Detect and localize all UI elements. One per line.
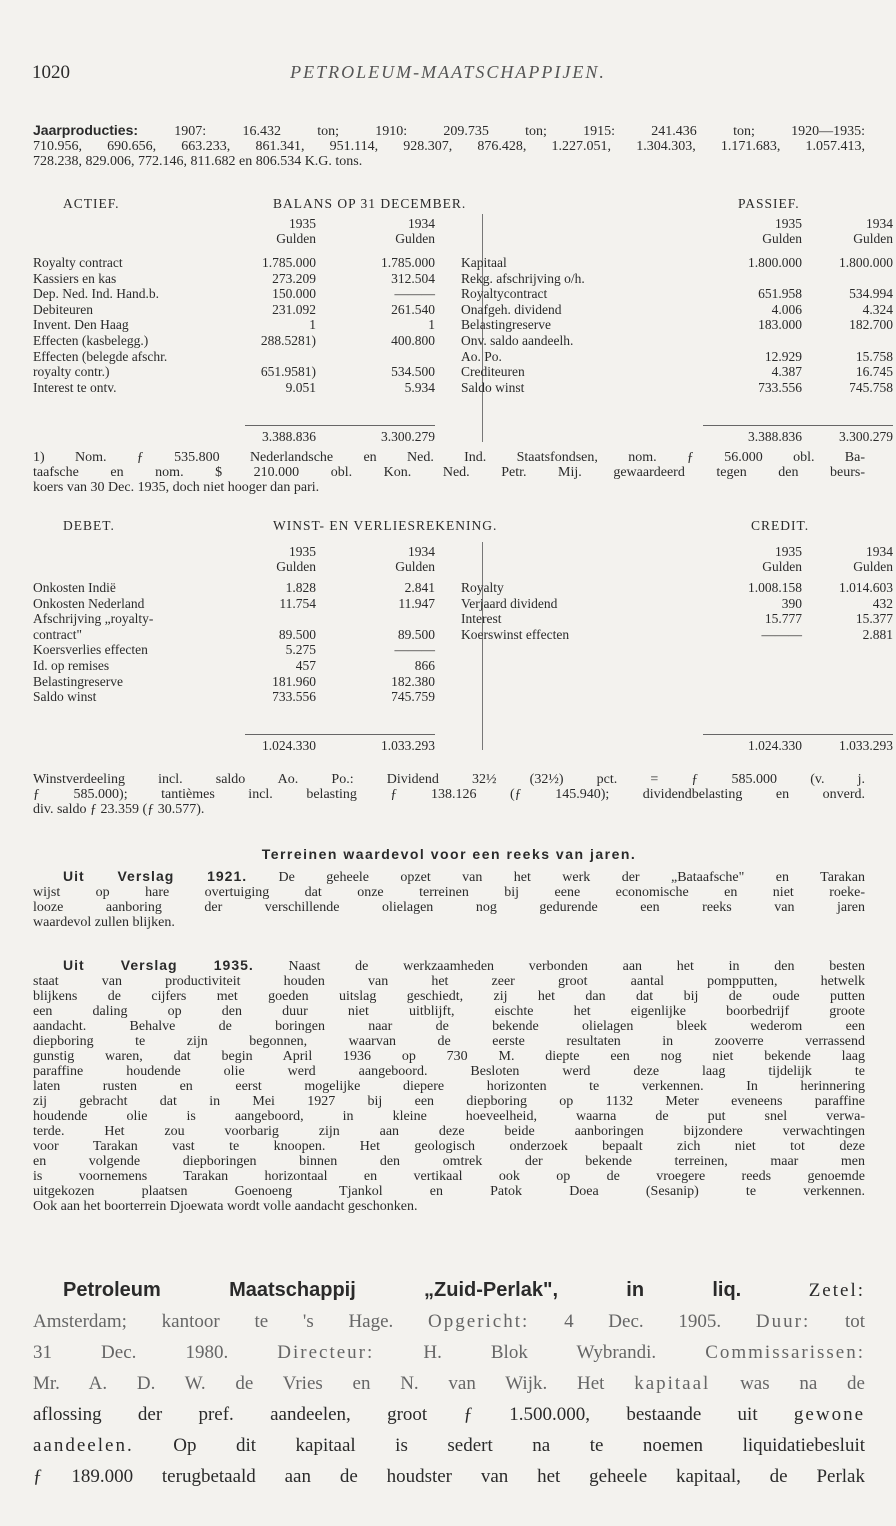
directeur-label: Directeur:: [277, 1342, 375, 1363]
verslag-1935-line: [33, 974, 865, 989]
verslag-1935-label: Uit Verslag 1935.: [63, 957, 254, 973]
row-label: Interest te ontv.: [33, 379, 117, 395]
debet-heading: DEBET.: [63, 518, 115, 533]
year-head: 1934: [408, 544, 435, 559]
opgericht-label: Opgericht:: [428, 1311, 530, 1332]
verslag-1921-line4: waardevol zullen blijken.: [33, 915, 175, 930]
row-label: Koerswinst effecten: [461, 626, 570, 642]
verslag-1935-line: [33, 1184, 865, 1199]
value-1935: 1.800.000: [748, 255, 802, 270]
verslag-1935-line: [33, 1154, 865, 1169]
zuid-perlak-line: [33, 1461, 865, 1492]
value-1934: 1: [428, 317, 435, 333]
verslag-1935-text: gunstig waren, dat begin April 1936 op 730 M. diepte een nog niet bekende laag: [33, 1049, 865, 1064]
pl-title: WINST- EN VERLIESREKENING.: [273, 518, 498, 533]
value-1934: 182.700: [849, 317, 893, 333]
row-label: Koersverlies effecten: [33, 642, 148, 658]
verslag-1935-text: terde. Het zou voorbarig zijn aan deze beide aanboringen bijzondere verwachtingen: [33, 1124, 865, 1139]
verslag-1935-text: zij gebracht dat in Mei 1927 bij een diepboring op 1132 Meter eveneens paraffine: [33, 1094, 865, 1109]
row-label: Ao. Po.: [461, 348, 502, 364]
passief-heading: PASSIEF.: [738, 196, 800, 211]
row-label: Belastingreserve: [33, 673, 123, 689]
value-1935: 231.092: [272, 301, 316, 317]
zuid-perlak-line: [33, 1399, 865, 1430]
unit-head: Gulden: [762, 559, 802, 574]
table-row: [461, 271, 893, 286]
table-row: [33, 349, 435, 364]
table-row: [33, 302, 435, 317]
table-row: [461, 364, 893, 379]
table-row: [461, 580, 893, 595]
duur-value: tot: [844, 1311, 866, 1332]
value-1935: 4.387: [771, 364, 802, 380]
value-1934: 261.540: [391, 301, 435, 317]
value-1934: 15.758: [855, 348, 893, 364]
verslag-1921-line2: wijst op hare overtuiging dat onze terreinen bij eene economische en niet roeke-: [33, 885, 865, 900]
total-rule: [703, 734, 893, 735]
jaarproducties-paragraph: [33, 123, 865, 169]
verslag-1921-line3: looze aanboring der verschillende olielagen nog gedurende een reeks van jaren: [33, 900, 865, 915]
row-label: Saldo winst: [461, 379, 525, 395]
value-1934: 745.759: [391, 689, 435, 705]
row-label: Debiteuren: [33, 301, 93, 317]
table-row: [33, 364, 435, 379]
verslag-1935-line: [33, 989, 865, 1004]
row-label: Effecten (belegde afschr.: [33, 348, 168, 364]
credit-heading: CREDIT.: [751, 518, 810, 533]
row-label: Onv. saldo aandeelh.: [461, 333, 574, 348]
unit-head: Gulden: [853, 559, 893, 574]
duur-end: 31 Dec. 1980.: [33, 1342, 229, 1363]
value-1935: 11.754: [279, 595, 316, 611]
table-row: [33, 580, 435, 595]
unit-head: Gulden: [276, 231, 316, 246]
row-label: contract": [33, 626, 82, 642]
zuid-perlak-line: [33, 1337, 865, 1368]
year-head: 1935: [775, 544, 802, 559]
kapitaal-label: kapitaal: [634, 1373, 711, 1394]
verslag-1935-line: [33, 1004, 865, 1019]
table-row: [33, 271, 435, 286]
value-1935: 1.828: [285, 580, 316, 595]
value-1934: 312.504: [391, 270, 435, 286]
verslag-1935-line: [33, 1094, 865, 1109]
value-1934: 89.500: [397, 626, 435, 642]
total-1935: 3.388.836: [748, 429, 802, 444]
value-1934: ———: [394, 286, 435, 302]
value-1934: 5.934: [404, 379, 435, 395]
terreinen-heading: Terreinen waardevol voor een reeks van jaren.: [261, 846, 637, 862]
verslag-1935-line: [33, 1139, 865, 1154]
verslag-1921-label: Uit Verslag 1921.: [63, 868, 248, 884]
value-1934: 745.758: [849, 379, 893, 395]
jaarproducties-label: Jaarproducties:: [33, 122, 139, 138]
table-row: [33, 658, 435, 673]
row-label: Royaltycontract: [461, 286, 548, 302]
value-1935: 1.008.158: [748, 580, 802, 595]
table-row: [33, 611, 435, 626]
value-1934: 2.881: [862, 626, 893, 642]
value-1934: 2.841: [404, 580, 435, 595]
value-1935: 12.929: [764, 348, 802, 364]
unit-head: Gulden: [762, 231, 802, 246]
value-1934: 400.800: [391, 333, 435, 348]
verslag-1935-paragraph: [33, 958, 865, 1214]
balance-footnote: [33, 450, 865, 495]
value-1935: 390: [781, 595, 802, 611]
verslag-1935-line: [33, 1199, 865, 1214]
table-row: [33, 596, 435, 611]
zuid-perlak-line: [33, 1430, 865, 1461]
value-1934: 534.500: [391, 364, 435, 380]
table-row: [461, 286, 893, 301]
winstverdeeling-line1: Winstverdeeling incl. saldo Ao. Po.: Dividend 32½ (32½) pct. = ƒ 585.000 (v. j.: [33, 772, 865, 787]
kapitaal-detail: aflossing der pref. aandeelen, groot ƒ 1.500.000, bestaande uit: [33, 1404, 758, 1425]
total-rule: [245, 734, 435, 735]
year-head: 1935: [289, 544, 316, 559]
table-row: [461, 627, 893, 642]
row-label: Invent. Den Haag: [33, 317, 129, 333]
table-row: [33, 317, 435, 332]
verslag-1935-line: [33, 1064, 865, 1079]
opgericht-value: 4 Dec. 1905.: [564, 1311, 722, 1332]
commissarissen-value: Mr. A. D. W. de Vries en N. van Wijk. Het: [33, 1373, 605, 1394]
page-header: [32, 62, 864, 92]
verslag-1935-line: [33, 1124, 865, 1139]
balance-header: [33, 196, 865, 212]
row-label: Afschrijving „royalty-: [33, 611, 154, 627]
table-row: [461, 380, 893, 395]
value-1934: 4.324: [862, 301, 893, 317]
value-1935: 733.556: [758, 379, 802, 395]
row-label: Kassiers en kas: [33, 270, 117, 286]
page-number: 1020: [32, 62, 70, 83]
row-label: Onkosten Nederland: [33, 595, 145, 611]
footnote-line3: koers van 30 Dec. 1935, doch niet hooger dan pari.: [33, 480, 320, 495]
table-row: [461, 302, 893, 317]
value-1935: 273.209: [272, 270, 316, 286]
table-row: [33, 286, 435, 301]
footnote-line2: taafsche en nom. $ 210.000 obl. Kon. Ned. Petr. Mij. gewaardeerd tegen den beurs-: [33, 465, 865, 480]
table-row: [33, 627, 435, 642]
unit-head: Gulden: [853, 231, 893, 246]
actief-heading: ACTIEF.: [63, 196, 120, 211]
value-1934: 16.745: [855, 364, 893, 380]
verslag-1935-line: [33, 1049, 865, 1064]
value-1935: 183.000: [758, 317, 802, 333]
verslag-1935-text: en volgende diepboringen binnen den omtrek der bekende terreinen, maar men: [33, 1154, 865, 1169]
balance-sheet: [33, 196, 893, 444]
verslag-1935-text: Naast de werkzaamheden verbonden aan het in den besten: [253, 959, 865, 974]
year-head: 1934: [866, 544, 893, 559]
balance-title: BALANS OP 31 DECEMBER.: [273, 196, 467, 211]
value-1934: 15.377: [855, 611, 893, 627]
zetel-value: Amsterdam; kantoor te 's Hage.: [33, 1311, 394, 1332]
liquidatie-text: Op dit kapitaal is sedert na te noemen liquidatiebesluit: [173, 1435, 865, 1456]
zuid-perlak-title: Petroleum Maatschappij „Zuid-Perlak", in liq.: [63, 1279, 742, 1301]
zuid-perlak-line: [33, 1306, 865, 1337]
total-1934: 1.033.293: [381, 738, 435, 753]
row-label: Effecten (kasbelegg.): [33, 333, 149, 348]
gewone-label: gewone: [793, 1404, 866, 1425]
year-head: 1935: [775, 216, 802, 231]
value-1934: 866: [414, 658, 435, 673]
total-1934: 3.300.279: [381, 429, 435, 444]
table-row: [461, 317, 893, 332]
verslag-1935-line: [33, 1169, 865, 1184]
zuid-perlak-line: [33, 1368, 865, 1399]
value-1934: 11.947: [398, 595, 435, 611]
verslag-1935-line: [33, 958, 865, 974]
winstverdeeling-line3: div. saldo ƒ 23.359 (ƒ 30.577).: [33, 802, 205, 817]
value-1934: ———: [394, 642, 435, 658]
row-label: Onkosten Indië: [33, 580, 116, 595]
pl-header: [33, 518, 865, 534]
verslag-1935-line: [33, 1109, 865, 1124]
aandeelen-label: aandeelen.: [33, 1435, 134, 1456]
row-label: Crediteuren: [461, 364, 525, 380]
value-1934: 534.994: [849, 286, 893, 302]
winstverdeeling-paragraph: [33, 772, 865, 817]
table-row: [461, 349, 893, 364]
value-1935: 150.000: [272, 286, 316, 302]
table-row: [461, 611, 893, 626]
row-label: royalty contr.): [33, 364, 110, 380]
value-1935: 1: [309, 317, 316, 333]
value-1935: 651.9581): [260, 364, 316, 380]
value-1935: 288.5281): [260, 333, 316, 348]
verslag-1935-text: paraffine houdende olie werd aangeboord. Besloten werd deze laag tijdelijk te: [33, 1064, 865, 1079]
total-1935: 1.024.330: [748, 738, 802, 753]
verslag-1935-text: uitgekozen plaatsen Goenoeng Tjankol en Patok Doea (Sesanip) te verkennen.: [33, 1184, 865, 1199]
verslag-1921-paragraph: [33, 869, 865, 930]
value-1935: 4.006: [771, 301, 802, 317]
profit-loss-account: [33, 518, 893, 753]
row-label: Kapitaal: [461, 255, 507, 270]
verslag-1935-text: voor Tarakan vast te knoopen. Het geologisch onderzoek bepaalt zich niet tot deze: [33, 1139, 865, 1154]
verslag-1935-text: aandacht. Behalve de boringen naar de bekende olielagen bleek wederom een: [33, 1019, 865, 1034]
zuid-perlak-paragraph: [33, 1275, 865, 1492]
row-label: Royalty: [461, 580, 504, 595]
row-label: Belastingreserve: [461, 317, 551, 333]
verslag-1935-line: [33, 1079, 865, 1094]
row-label: Saldo winst: [33, 689, 97, 705]
kapitaal-text: was na de: [740, 1373, 865, 1394]
row-label: Interest: [461, 611, 502, 627]
jaarproducties-line2: 710.956, 690.656, 663.233, 861.341, 951.114, 928.307, 876.428, 1.227.051, 1.304.303, 1.171.683, 1.057.413,: [33, 139, 865, 154]
running-title: PETROLEUM-MAATSCHAPPIJEN.: [290, 62, 606, 82]
value-1935: 651.958: [758, 286, 802, 302]
unit-head: Gulden: [395, 231, 435, 246]
winstverdeeling-line2: ƒ 585.000); tantièmes incl. belasting ƒ 138.126 (ƒ 145.940); dividendbelasting en onverd.: [33, 787, 865, 802]
row-label: Verjaard dividend: [461, 595, 558, 611]
row-label: Royalty contract: [33, 255, 123, 270]
total-1935: 1.024.330: [262, 738, 316, 753]
verslag-1935-text: laten rusten en eerst mogelijke diepere horizonten te verkennen. In herinnering: [33, 1079, 865, 1094]
verslag-1935-text: staat van productiviteit houden van het zeer groot aantal pompputten, hetwelk: [33, 974, 865, 989]
unit-head: Gulden: [276, 559, 316, 574]
value-1934: 1.014.603: [839, 580, 893, 595]
year-head: 1934: [866, 216, 893, 231]
verslag-1935-text: een daling op den duur niet uitblijft, eischte het eigenlijke boorbedrijf groote: [33, 1004, 865, 1019]
footnote-line1: 1) Nom. ƒ 535.800 Nederlandsche en Ned. Ind. Staatsfondsen, nom. ƒ 56.000 obl. Ba-: [33, 450, 865, 465]
table-row: [461, 255, 893, 270]
table-row: [33, 674, 435, 689]
value-1934: 432: [872, 595, 893, 611]
verslag-1935-text: Ook aan het boorterrein Djoewata wordt volle aandacht geschonken.: [33, 1199, 418, 1214]
value-1935: 1.785.000: [262, 255, 316, 270]
value-1934: 1.800.000: [839, 255, 893, 270]
unit-head: Gulden: [395, 559, 435, 574]
value-1934: 1.785.000: [381, 255, 435, 270]
value-1935: ———: [761, 626, 802, 642]
table-row: [33, 380, 435, 395]
directeur-value: H. Blok Wybrandi.: [423, 1342, 657, 1363]
verslag-1935-text: is voornemens Tarakan horizontaal en vertikaal ook op de vroegere reeds genoemde: [33, 1169, 865, 1184]
verslag-1935-line: [33, 1019, 865, 1034]
zuid-perlak-line: [33, 1275, 865, 1306]
table-row: [33, 255, 435, 270]
commissarissen-label: Commissarissen:: [705, 1342, 866, 1363]
value-1935: 9.051: [285, 379, 316, 395]
verslag-1935-text: diepboring te zijn begonnen, waarvan de eerste resultaten in zooverre verrassend: [33, 1034, 865, 1049]
row-label: Id. op remises: [33, 658, 110, 673]
value-1935: 89.500: [278, 626, 316, 642]
row-label: Onafgeh. dividend: [461, 301, 562, 317]
total-1935: 3.388.836: [262, 429, 316, 444]
value-1935: 457: [295, 658, 316, 673]
value-1935: 5.275: [285, 642, 316, 658]
duur-label: Duur:: [755, 1311, 811, 1332]
table-row: [461, 333, 893, 348]
verslag-1935-line: [33, 1034, 865, 1049]
terugbetaling-text: ƒ 189.000 terugbetaald aan de houdster van het geheele kapitaal, de Perlak: [33, 1466, 865, 1487]
zetel-label: Zetel:: [808, 1280, 865, 1301]
value-1935: 733.556: [272, 689, 316, 705]
row-label: Rekg. afschrijving o/h.: [461, 270, 585, 286]
total-rule: [245, 425, 435, 426]
total-1934: 1.033.293: [839, 738, 893, 753]
table-row: [33, 642, 435, 657]
value-1935: 15.777: [764, 611, 802, 627]
verslag-1935-text: blijkens de cijfers met goeden uitslag geschiedt, zij het dan dat bij de oude putten: [33, 989, 865, 1004]
terreinen-heading-wrap: [33, 847, 865, 863]
year-head: 1935: [289, 216, 316, 231]
table-row: [33, 333, 435, 348]
verslag-1935-text: houdende olie is aangeboord, in kleine hoeveelheid, waarna de put snel verwa-: [33, 1109, 865, 1124]
jaarproducties-line3: 728.238, 829.006, 772.146, 811.682 en 806.534 K.G. tons.: [33, 154, 363, 169]
table-row: [33, 689, 435, 704]
value-1935: 181.960: [272, 673, 316, 689]
total-rule: [703, 425, 893, 426]
row-label: Dep. Ned. Ind. Hand.b.: [33, 286, 159, 302]
year-head: 1934: [408, 216, 435, 231]
value-1934: 182.380: [391, 673, 435, 689]
table-row: [461, 596, 893, 611]
total-1934: 3.300.279: [839, 429, 893, 444]
jaarproducties-line1: 1907: 16.432 ton; 1910: 209.735 ton; 1915: 241.436 ton; 1920—1935:: [138, 124, 865, 139]
verslag-1921-line1: De geheele opzet van het werk der „Bataafsche" en Tarakan: [247, 870, 865, 885]
